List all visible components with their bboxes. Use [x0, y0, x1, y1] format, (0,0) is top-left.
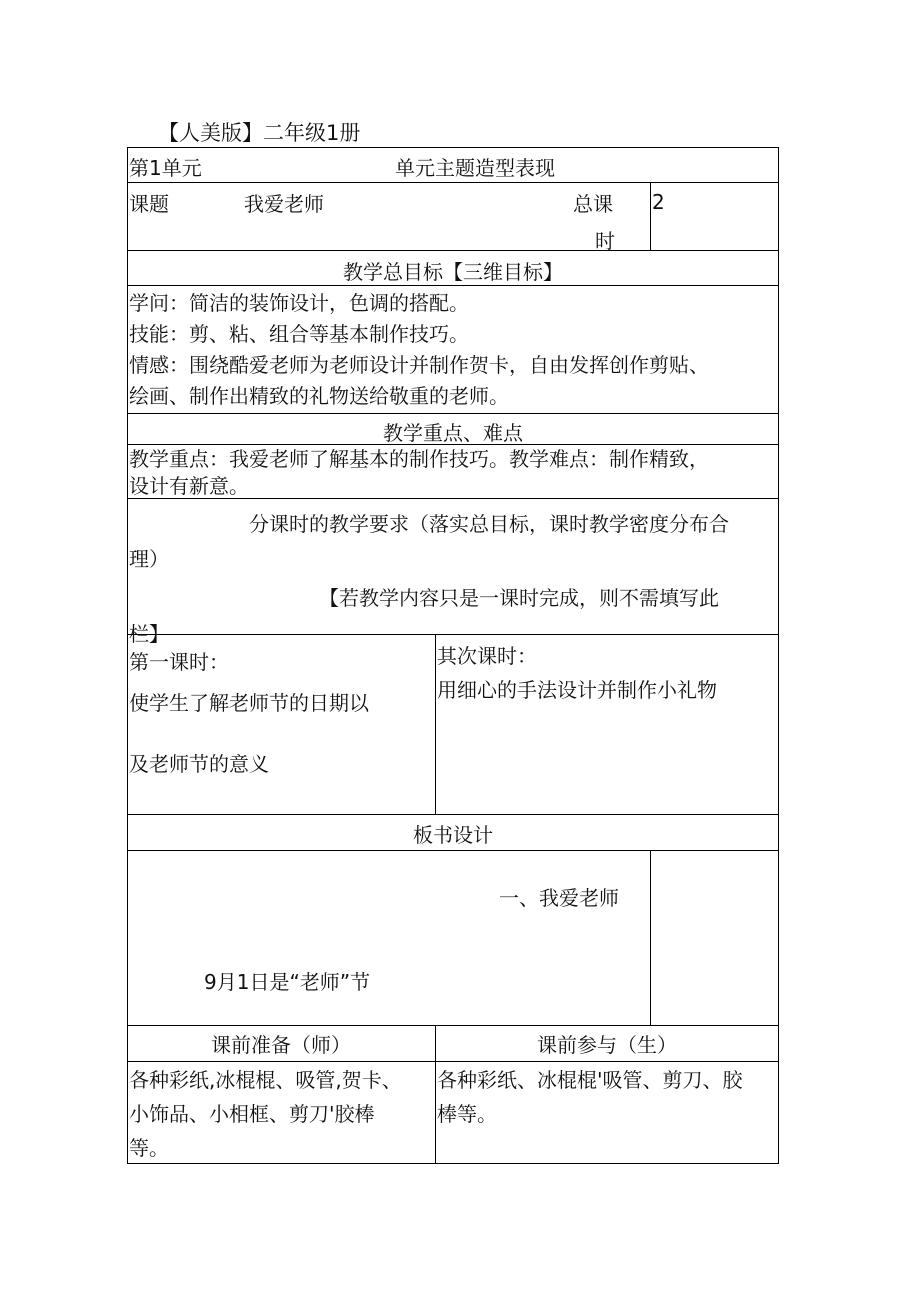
board-note: 9月1日是“老师”节 [204, 970, 371, 994]
table-rule [127, 814, 779, 815]
per-lesson-note: 栏】 [129, 622, 169, 646]
per-lesson-line: 分课时的教学要求（落实总目标，课时教学密度分布合 [249, 512, 729, 536]
table-rule [127, 850, 779, 851]
total-hours-label-line: 时 [595, 229, 615, 253]
table-rule [127, 250, 779, 251]
per-lesson-requirements [128, 499, 778, 646]
table-rule [650, 850, 651, 1025]
board-heading: 板书设计 [413, 823, 493, 847]
table-rule [127, 1025, 779, 1026]
teacher-prep-line: 小饰品、小相框、剪刀'胶棒 [129, 1102, 375, 1126]
lesson-plan-table [127, 147, 779, 1164]
goal-emotion: 情感：围绕酷爱老师为老师设计并制作贺卡，自由发挥创作剪贴、 [129, 353, 709, 377]
teacher-prep-line: 各种彩纸,冰棍棍、吸管,贺卡、 [129, 1068, 402, 1092]
key-points-heading: 教学重点、难点 [383, 421, 523, 445]
goals-heading: 教学总目标【三维目标】 [343, 260, 563, 284]
board-title: 一、我爱老师 [499, 886, 619, 910]
per-lesson-line: 理） [129, 547, 169, 571]
table-rule [127, 413, 779, 414]
teacher-prep-heading: 课前准备（师） [211, 1033, 351, 1057]
total-hours-label [567, 183, 649, 253]
key-points-line: 设计有新意。 [129, 474, 249, 498]
table-rule [778, 147, 779, 1164]
unit-theme: 单元主题造型表现 [395, 156, 555, 180]
goal-knowledge: 学问：简洁的装饰设计，色调的搭配。 [129, 291, 469, 315]
lesson-title: 我爱老师 [244, 192, 324, 216]
table-rule [127, 147, 779, 148]
second-lesson-label: 其次课时： [437, 644, 537, 668]
total-hours-label-line: 总课 [573, 192, 613, 216]
table-rule [650, 182, 651, 250]
table-rule [435, 634, 436, 814]
student-prep-line: 各种彩纸、冰棍棍'吸管、剪刀、胶 [437, 1068, 743, 1092]
goal-emotion-cont: 绘画、制作出精致的礼物送给敬重的老师。 [129, 384, 509, 408]
table-rule [127, 634, 779, 635]
first-lesson-content: 及老师节的意义 [129, 752, 269, 776]
table-rule [127, 147, 128, 1164]
table-rule [127, 1163, 779, 1164]
goal-skills: 技能：剪、粘、组合等基本制作技巧。 [129, 322, 469, 346]
first-lesson-label: 第一课时： [129, 650, 229, 674]
teacher-prep-line: 等。 [129, 1136, 169, 1160]
document-header: 【人美版】二年级1册 [158, 121, 361, 145]
topic-label: 课题 [129, 192, 169, 216]
second-lesson-content: 用细心的手法设计并制作小礼物 [437, 678, 717, 702]
student-prep-line: 棒等。 [437, 1102, 497, 1126]
unit-label: 第1单元 [129, 156, 202, 180]
first-lesson-content: 使学生了解老师节的日期以 [129, 691, 369, 715]
student-prep-heading: 课前参与（生） [537, 1033, 677, 1057]
total-hours-value: 2 [652, 190, 665, 214]
table-rule [127, 285, 779, 286]
table-rule [127, 182, 779, 183]
table-rule [127, 1061, 779, 1062]
per-lesson-note: 【若教学内容只是一课时完成，则不需填写此 [319, 586, 719, 610]
key-points-line: 教学重点：我爱老师了解基本的制作技巧。教学难点：制作精致， [129, 447, 709, 471]
